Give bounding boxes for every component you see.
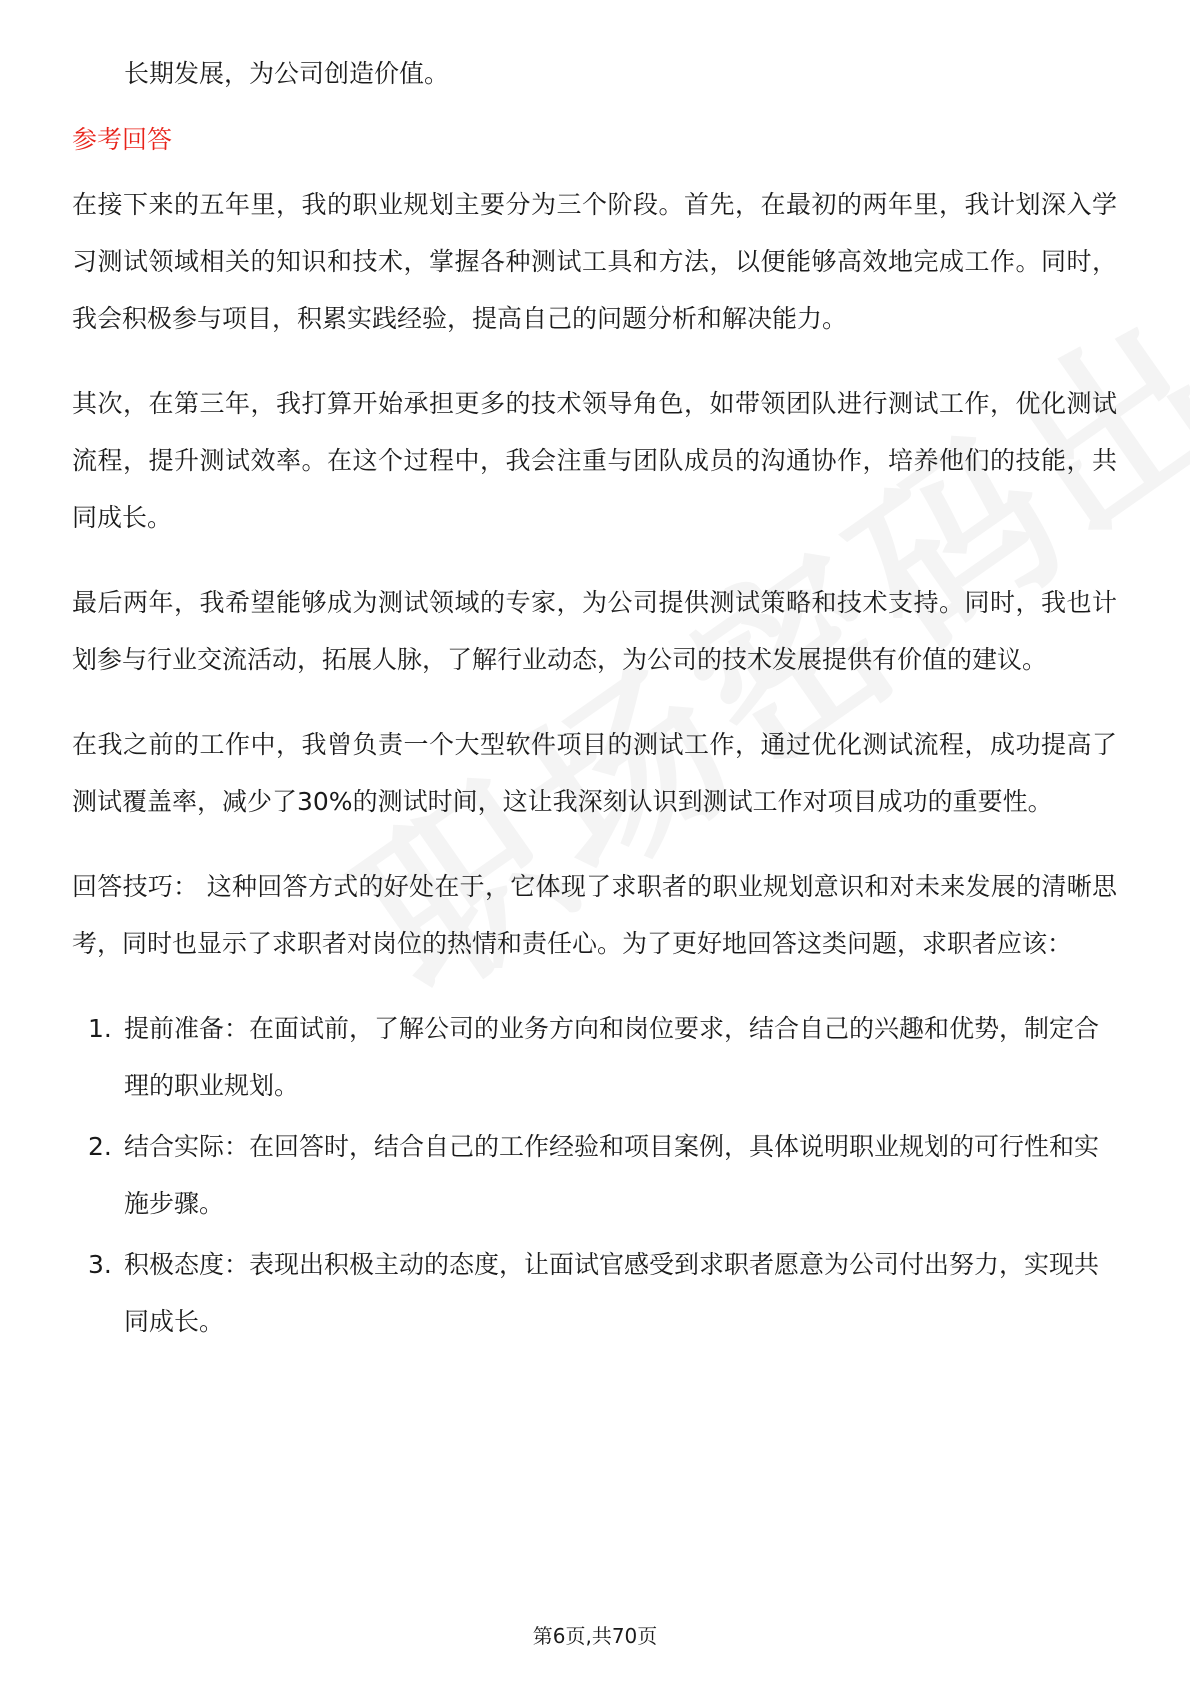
page-number-footer: 第6页,共70页 [532,1624,658,1648]
answer-paragraph-3: 最后两年，我希望能够成为测试领域的专家，为公司提供测试策略和技术支持。同时，我也计划参与行业交流活动，拓展人脉，了解行业动态，为公司的技术发展提供有价值的建议。 [72,588,1117,674]
section-title: 参考回答 [72,125,173,154]
list-number: 1. [88,1014,112,1043]
list-item [72,1236,1117,1350]
list-item-text: 积极态度：表现出积极主动的态度，让面试官感受到求职者愿意为公司付出努力，实现共同成长。 [124,1250,1100,1336]
list-number: 2. [88,1132,112,1161]
list-item-text: 结合实际：在回答时，结合自己的工作经验和项目案例，具体说明职业规划的可行性和实施步骤。 [124,1132,1100,1218]
list-item-text: 提前准备：在面试前，了解公司的业务方向和岗位要求，结合自己的兴趣和优势，制定合理的职业规划。 [124,1014,1100,1100]
answer-paragraph-2: 其次，在第三年，我打算开始承担更多的技术领导角色，如带领团队进行测试工作，优化测试流程，提升测试效率。在这个过程中，我会注重与团队成员的沟通协作，培养他们的技能，共同成长。 [72,389,1117,532]
list-number: 3. [88,1250,112,1279]
list-item [72,1118,1117,1232]
continued-text: 长期发展，为公司创造价值。 [124,59,450,88]
answer-paragraph-4: 在我之前的工作中，我曾负责一个大型软件项目的测试工作，通过优化测试流程，成功提高了测试覆盖率，减少了30%的测试时间，这让我深刻认识到测试工作对项目成功的重要性。 [72,730,1117,816]
list-item [72,1000,1117,1114]
tips-intro-paragraph: 回答技巧： 这种回答方式的好处在于，它体现了求职者的职业规划意识和对未来发展的清晰思考，同时也显示了求职者对岗位的热情和责任心。为了更好地回答这类问题，求职者应该： [72,872,1117,958]
page-content [72,46,1117,1354]
tips-list [72,1000,1117,1350]
answer-paragraph-1: 在接下来的五年里，我的职业规划主要分为三个阶段。首先，在最初的两年里，我计划深入学习测试领域相关的知识和技术，掌握各种测试工具和方法，以便能够高效地完成工作。同时，我会积极参与项目，积累实践经验，提高自己的问题分析和解决能力。 [72,190,1117,333]
